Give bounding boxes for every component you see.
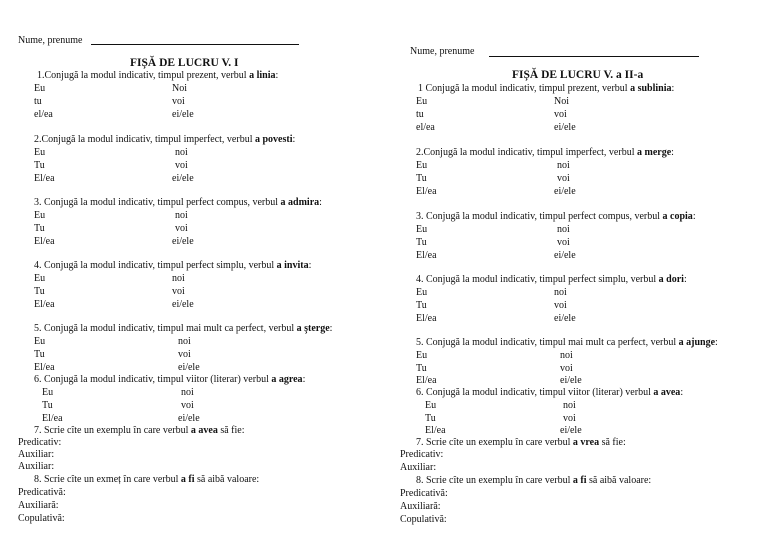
right-q2-row1-sg: Eu xyxy=(416,160,428,171)
right-q6-row3-sg: El/ea xyxy=(425,425,446,436)
right-q3-row1-sg: Eu xyxy=(416,224,428,235)
left-q3-row2-sg: Tu xyxy=(34,223,45,234)
right-q2-row2-sg: Tu xyxy=(416,173,427,184)
left-q2-row2-sg: Tu xyxy=(34,160,45,171)
left-q4-row3-pl: ei/ele xyxy=(172,299,194,310)
left-q1-instruction: 1.Conjugă la modul indicativ, timpul prezent, verbul a linia: xyxy=(37,70,279,81)
left-q6-row2-pl: voi xyxy=(181,400,194,411)
left-name-line xyxy=(91,44,299,45)
left-q1-row2-pl: voi xyxy=(172,96,185,107)
right-q1-row3-sg: el/ea xyxy=(416,122,435,133)
right-q6-row1-pl: noi xyxy=(563,400,576,411)
right-q5-row3-sg: El/ea xyxy=(416,375,437,386)
left-q2-row1-pl: noi xyxy=(175,147,188,158)
right-q2-row1-pl: noi xyxy=(557,160,570,171)
right-q5-row1-sg: Eu xyxy=(416,350,428,361)
left-q5-row2-sg: Tu xyxy=(34,349,45,360)
left-q2-instruction: 2.Conjugă la modul indicativ, timpul imperfect, verbul a povesti: xyxy=(34,134,296,145)
left-q1-row1-pl: Noi xyxy=(172,83,187,94)
right-q3-row2-pl: voi xyxy=(557,237,570,248)
right-q5-row2-pl: voi xyxy=(560,363,573,374)
left-q6-instruction: 6. Conjugă la modul indicativ, timpul viitor (literar) verbul a agrea: xyxy=(34,374,306,385)
left-q1-row3-sg: el/ea xyxy=(34,109,53,120)
left-q2-row3-sg: El/ea xyxy=(34,173,55,184)
left-q6-row1-pl: noi xyxy=(181,387,194,398)
left-q5-row1-sg: Eu xyxy=(34,336,46,347)
right-q1-row3-pl: ei/ele xyxy=(554,122,576,133)
right-q2-row3-pl: ei/ele xyxy=(554,186,576,197)
left-q3-instruction: 3. Conjugă la modul indicativ, timpul perfect compus, verbul a admira: xyxy=(34,197,322,208)
left-q5-instruction: 5. Conjugă la modul indicativ, timpul mai mult ca perfect, verbul a şterge: xyxy=(34,323,333,334)
left-q7-instruction: 7. Scrie cîte un exemplu în care verbul a avea să fie: xyxy=(34,425,245,436)
left-q1-row3-pl: ei/ele xyxy=(172,109,194,120)
right-q7-instruction: 7. Scrie cîte un exemplu în care verbul a vrea să fie: xyxy=(416,437,626,448)
left-q4-row1-pl: noi xyxy=(172,273,185,284)
left-q4-row1-sg: Eu xyxy=(34,273,46,284)
left-q3-row3-pl: ei/ele xyxy=(172,236,194,247)
left-q5-row3-sg: El/ea xyxy=(34,362,55,373)
right-q4-row1-sg: Eu xyxy=(416,287,428,298)
left-q3-row1-pl: noi xyxy=(175,210,188,221)
left-q7-item3: Auxiliar: xyxy=(18,461,55,472)
left-q1-row1-sg: Eu xyxy=(34,83,46,94)
right-q6-row3-pl: ei/ele xyxy=(560,425,582,436)
right-q3-instruction: 3. Conjugă la modul indicativ, timpul perfect compus, verbul a copia: xyxy=(416,211,696,222)
right-q4-row2-sg: Tu xyxy=(416,300,427,311)
right-q5-row1-pl: noi xyxy=(560,350,573,361)
right-q2-row2-pl: voi xyxy=(557,173,570,184)
right-q2-instruction: 2.Conjugă la modul indicativ, timpul imperfect, verbul a merge: xyxy=(416,147,674,158)
right-q4-row2-pl: voi xyxy=(554,300,567,311)
left-q8-item1: Predicativă: xyxy=(18,487,66,498)
left-q2-row3-pl: ei/ele xyxy=(172,173,194,184)
right-q1-row2-sg: tu xyxy=(416,109,424,120)
right-q1-row2-pl: voi xyxy=(554,109,567,120)
left-q4-row3-sg: El/ea xyxy=(34,299,55,310)
right-q3-row2-sg: Tu xyxy=(416,237,427,248)
right-q3-row1-pl: noi xyxy=(557,224,570,235)
left-q6-row3-sg: El/ea xyxy=(42,413,63,424)
right-q6-row2-sg: Tu xyxy=(425,413,436,424)
right-name-line xyxy=(489,56,699,57)
left-q5-row1-pl: noi xyxy=(178,336,191,347)
right-q1-row1-sg: Eu xyxy=(416,96,428,107)
right-q4-row1-pl: noi xyxy=(554,287,567,298)
left-q1-row2-sg: tu xyxy=(34,96,42,107)
right-q1-row1-pl: Noi xyxy=(554,96,569,107)
right-q5-row3-pl: ei/ele xyxy=(560,375,582,386)
right-q6-row1-sg: Eu xyxy=(425,400,437,411)
right-q8-item1: Predicativă: xyxy=(400,488,448,499)
right-q5-row2-sg: Tu xyxy=(416,363,427,374)
left-q7-item1: Predicativ: xyxy=(18,437,62,448)
left-q2-row1-sg: Eu xyxy=(34,147,46,158)
left-q3-row3-sg: El/ea xyxy=(34,236,55,247)
right-q4-instruction: 4. Conjugă la modul indicativ, timpul perfect simplu, verbul a dori: xyxy=(416,274,687,285)
left-q6-row2-sg: Tu xyxy=(42,400,53,411)
left-q5-row3-pl: ei/ele xyxy=(178,362,200,373)
left-q3-row2-pl: voi xyxy=(175,223,188,234)
right-q6-row2-pl: voi xyxy=(563,413,576,424)
left-name-label: Nume, prenume xyxy=(18,35,83,46)
right-q8-instruction: 8. Scrie cîte un exemplu în care verbul a fi să aibă valoare: xyxy=(416,475,652,486)
right-q8-item3: Copulativă: xyxy=(400,514,447,525)
left-q8-instruction: 8. Scrie cîte un exmeț în care verbul a fi să aibă valoare: xyxy=(34,474,260,485)
right-q7-item2: Auxiliar: xyxy=(400,462,437,473)
right-q8-item2: Auxiliară: xyxy=(400,501,441,512)
left-q4-instruction: 4. Conjugă la modul indicativ, timpul perfect simplu, verbul a invita: xyxy=(34,260,312,271)
right-q1-instruction: 1 Conjugă la modul indicativ, timpul prezent, verbul a sublinia: xyxy=(418,83,675,94)
right-q2-row3-sg: El/ea xyxy=(416,186,437,197)
right-name-label: Nume, prenume xyxy=(410,46,475,57)
right-q6-instruction: 6. Conjugă la modul indicativ, timpul viitor (literar) verbul a avea: xyxy=(416,387,684,398)
left-q2-row2-pl: voi xyxy=(175,160,188,171)
right-q4-row3-pl: ei/ele xyxy=(554,313,576,324)
left-q8-item2: Auxiliară: xyxy=(18,500,59,511)
left-q7-item2: Auxiliar: xyxy=(18,449,55,460)
left-q3-row1-sg: Eu xyxy=(34,210,46,221)
left-q6-row1-sg: Eu xyxy=(42,387,54,398)
left-q5-row2-pl: voi xyxy=(178,349,191,360)
right-q4-row3-sg: El/ea xyxy=(416,313,437,324)
right-q3-row3-pl: ei/ele xyxy=(554,250,576,261)
right-title: FIȘĂ DE LUCRU V. a II-a xyxy=(512,69,644,81)
left-q4-row2-pl: voi xyxy=(172,286,185,297)
right-q5-instruction: 5. Conjugă la modul indicativ, timpul mai mult ca perfect, verbul a ajunge: xyxy=(416,337,718,348)
right-q3-row3-sg: El/ea xyxy=(416,250,437,261)
left-q8-item3: Copulativă: xyxy=(18,513,65,524)
left-q6-row3-pl: ei/ele xyxy=(178,413,200,424)
right-q7-item1: Predicativ: xyxy=(400,449,444,460)
left-q4-row2-sg: Tu xyxy=(34,286,45,297)
left-title: FIȘĂ DE LUCRU V. I xyxy=(130,57,239,69)
